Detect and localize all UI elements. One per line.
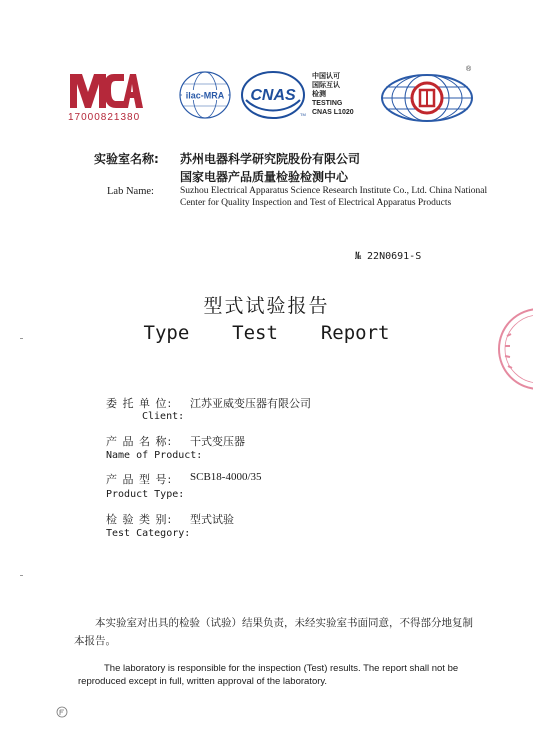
- cnas-testing-block: [312, 72, 354, 117]
- lab-name-cn-1: 苏州电器科学研究院股份有限公司: [180, 152, 361, 166]
- test-category-label-cn: 检 验 类 别:: [106, 513, 173, 526]
- report-title-cn: 型式试验报告: [203, 295, 330, 317]
- product-type-label-cn: 产 品 型 号:: [106, 473, 173, 486]
- test-category-value: 型式试验: [190, 513, 234, 526]
- cnas-logo-icon: [240, 70, 306, 120]
- disclaimer-en: The laboratory is responsible for the inspection (Test) results. The report shall not be reproduced except in full, written approval of the laboratory.: [78, 663, 459, 687]
- testing-line: 国际互认: [312, 82, 340, 89]
- test-category-label-en: Test Category:: [106, 528, 191, 539]
- testing-line: CNAS L1020: [312, 109, 354, 116]
- svg-text:CNAS: CNAS: [250, 87, 296, 104]
- disclaimer-cn: 本实验室对出具的检验（试验）结果负责，未经实验室书面同意，不得部分地复制本报告。: [74, 617, 473, 647]
- margin-mark: [20, 338, 23, 339]
- testing-line: 中国认可: [312, 73, 340, 80]
- report-title-en: Type Test Report: [143, 322, 390, 344]
- margin-mark: [20, 575, 23, 576]
- ilac-mra-logo-icon: [178, 70, 232, 120]
- registered-mark: ®: [466, 66, 472, 73]
- product-name-label-cn: 产 品 名 称:: [106, 435, 173, 448]
- lab-label-en: Lab Name:: [107, 186, 154, 197]
- lab-label-cn: 实验室名称:: [94, 152, 159, 166]
- seal-stamp-icon: [495, 306, 533, 392]
- svg-text:ilac-MRA: ilac-MRA: [185, 90, 225, 101]
- client-label-cn: 委 托 单 位:: [106, 397, 173, 410]
- report-number: № 22N0691-S: [355, 251, 422, 262]
- cma-logo-icon: [66, 68, 144, 114]
- product-type-label-en: Product Type:: [106, 489, 185, 500]
- product-name-value: 干式变压器: [190, 435, 245, 448]
- product-name-label-en: Name of Product:: [106, 450, 203, 461]
- client-value: 江苏亚威变压器有限公司: [190, 397, 311, 410]
- product-type-value: SCB18-4000/35: [190, 471, 262, 483]
- cqc-logo-icon: [380, 68, 474, 124]
- testing-line: 检测: [312, 91, 326, 98]
- lab-name-cn-2: 国家电器产品质量检验检测中心: [180, 170, 349, 184]
- recycle-mark-icon: [56, 706, 68, 718]
- client-label-en: Client:: [142, 411, 185, 422]
- svg-text:TM: TM: [300, 112, 306, 117]
- testing-line: TESTING: [312, 100, 343, 107]
- lab-name-en: Suzhou Electrical Apparatus Science Research Institute Co., Ltd. China National Center for Quality Inspection and Test of Electrical Apparatus Products: [180, 186, 488, 208]
- cma-number: 17000821380: [68, 112, 141, 123]
